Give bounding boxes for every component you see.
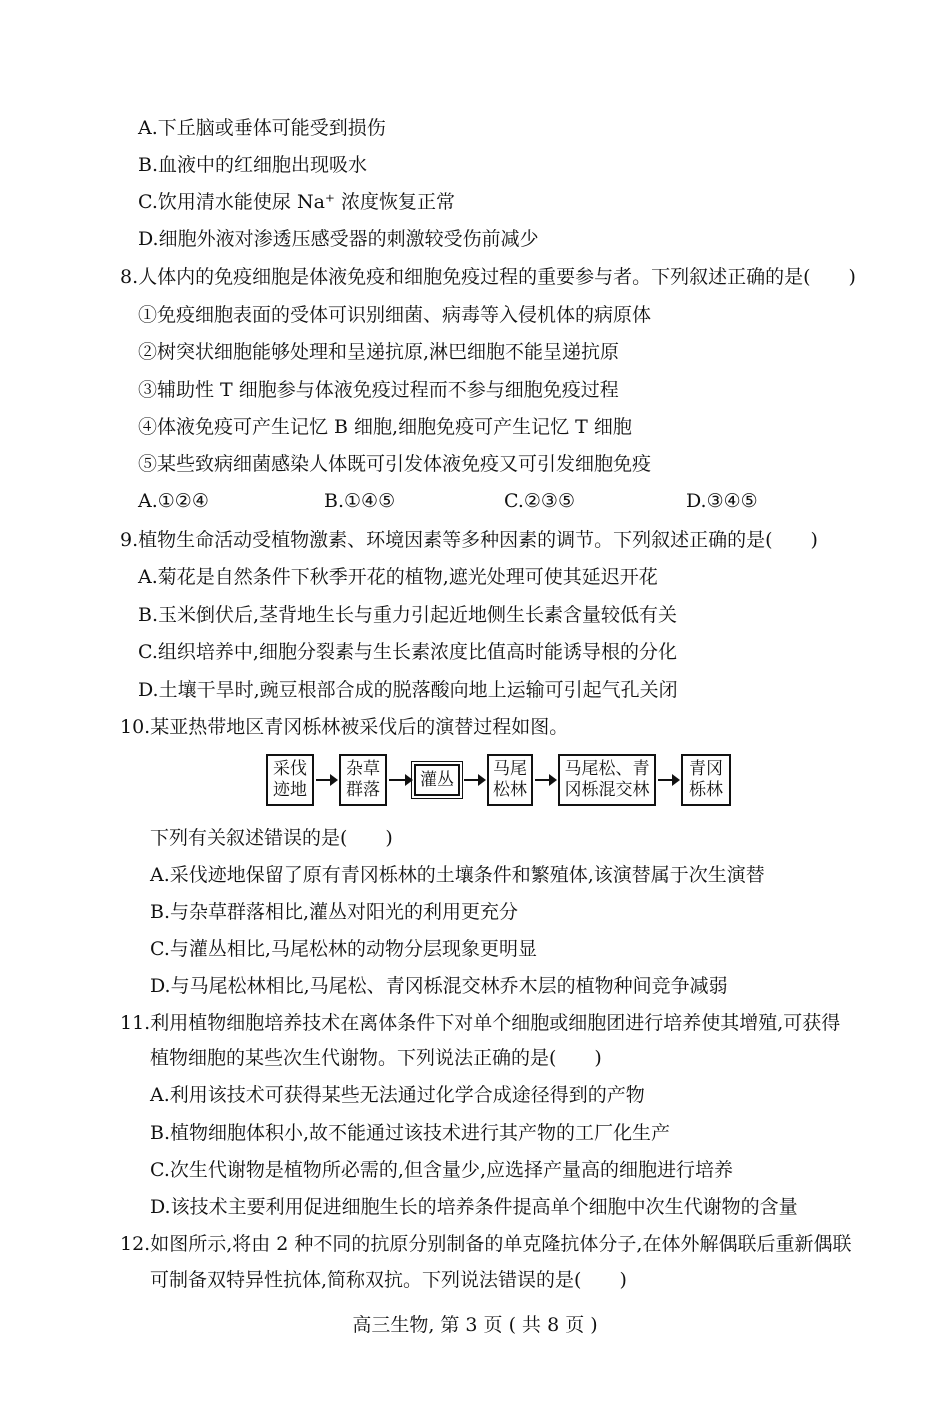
q8-statement-3: ③辅助性 T 细胞参与体液免疫过程而不参与细胞免疫过程 (138, 379, 619, 401)
flow-box-1: 采伐 迹地 (266, 754, 314, 806)
flow-arrow-3 (464, 779, 484, 781)
q11-stem-line1: 11.利用植物细胞培养技术在离体条件下对单个细胞或细胞团进行培养使其增殖,可获得 (120, 1012, 841, 1034)
flow-box-4: 马尾 松林 (487, 754, 533, 806)
q9-option-b: B.玉米倒伏后,茎背地生长与重力引起近地侧生长素含量较低有关 (138, 604, 678, 626)
q7-option-b: B.血液中的红细胞出现吸水 (138, 154, 368, 176)
q10-option-d: D.与马尾松林相比,马尾松、青冈栎混交林乔木层的植物种间竞争减弱 (150, 975, 728, 997)
q10-option-a: A.采伐迹地保留了原有青冈栎林的土壤条件和繁殖体,该演替属于次生演替 (150, 864, 765, 886)
q8-option-d: D.③④⑤ (686, 490, 758, 512)
page-footer: 高三生物, 第 3 页 ( 共 8 页 ) (352, 1314, 598, 1336)
q12-stem-line2: 可制备双特异性抗体,简称双抗。下列说法错误的是( ) (150, 1269, 627, 1291)
q7-option-c: C.饮用清水能使尿 Na⁺ 浓度恢复正常 (138, 191, 455, 213)
flow-arrow-4 (535, 779, 555, 781)
flow-box-6: 青冈 栎林 (681, 754, 731, 806)
q10-stem: 10.某亚热带地区青冈栎林被采伐后的演替过程如图。 (120, 716, 569, 738)
flow-box-5: 马尾松、青 冈栎混交林 (558, 754, 656, 806)
q11-option-a: A.利用该技术可获得某些无法通过化学合成途径得到的产物 (150, 1084, 645, 1106)
q8-statement-5: ⑤某些致病细菌感染人体既可引发体液免疫又可引发细胞免疫 (138, 453, 652, 475)
q8-statement-2: ②树突状细胞能够处理和呈递抗原,淋巴细胞不能呈递抗原 (138, 341, 620, 363)
q8-stem: 8.人体内的免疫细胞是体液免疫和细胞免疫过程的重要参与者。下列叙述正确的是( ) (120, 266, 856, 288)
q11-stem-line2: 植物细胞的某些次生代谢物。下列说法正确的是( ) (150, 1047, 602, 1069)
q9-option-c: C.组织培养中,细胞分裂素与生长素浓度比值高时能诱导根的分化 (138, 641, 677, 663)
flow-box-3: 灌丛 (414, 764, 460, 796)
q8-option-c: C.②③⑤ (504, 490, 575, 512)
flow-arrow-5 (658, 779, 678, 781)
q11-option-c: C.次生代谢物是植物所必需的,但含量少,应选择产量高的细胞进行培养 (150, 1159, 733, 1181)
q9-option-d: D.土壤干旱时,豌豆根部合成的脱落酸向地上运输可引起气孔关闭 (138, 679, 678, 701)
q11-option-b: B.植物细胞体积小,故不能通过该技术进行其产物的工厂化生产 (150, 1122, 671, 1144)
q8-option-a: A.①②④ (138, 490, 209, 512)
q11-option-d: D.该技术主要利用促进细胞生长的培养条件提高单个细胞中次生代谢物的含量 (150, 1196, 798, 1218)
flow-arrow-1 (316, 779, 336, 781)
q9-option-a: A.菊花是自然条件下秋季开花的植物,遮光处理可使其延迟开花 (138, 566, 658, 588)
q7-option-a: A.下丘脑或垂体可能受到损伤 (138, 117, 386, 139)
q9-stem: 9.植物生命活动受植物激素、环境因素等多种因素的调节。下列叙述正确的是( ) (120, 529, 818, 551)
flow-arrow-2 (389, 779, 411, 781)
succession-flow-diagram (266, 752, 732, 808)
q8-statement-1: ①免疫细胞表面的受体可识别细菌、病毒等入侵机体的病原体 (138, 304, 652, 326)
flow-box-2: 杂草 群落 (339, 754, 387, 806)
q8-statement-4: ④体液免疫可产生记忆 B 细胞,细胞免疫可产生记忆 T 细胞 (138, 416, 632, 438)
q10-sub-stem: 下列有关叙述错误的是( ) (150, 827, 393, 849)
q8-options-row (138, 490, 838, 514)
q7-option-d: D.细胞外液对渗透压感受器的刺激较受伤前减少 (138, 228, 539, 250)
q8-option-b: B.①④⑤ (324, 490, 396, 512)
q10-option-c: C.与灌丛相比,马尾松林的动物分层现象更明显 (150, 938, 537, 960)
q12-stem-line1: 12.如图所示,将由 2 种不同的抗原分别制备的单克隆抗体分子,在体外解偶联后重新偶联 (120, 1233, 852, 1255)
q10-option-b: B.与杂草群落相比,灌丛对阳光的利用更充分 (150, 901, 519, 923)
